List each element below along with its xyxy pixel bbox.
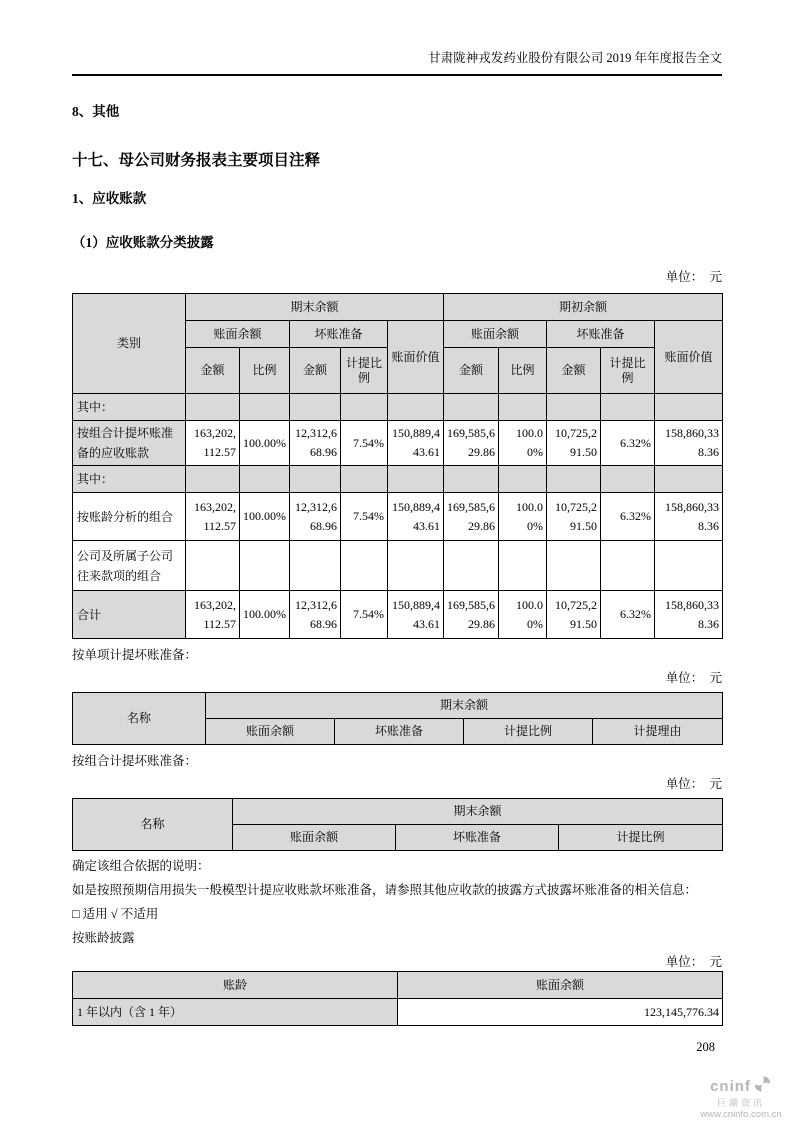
aging-note: 按账龄披露 (72, 931, 135, 945)
col-bad-debt: 坏账准备 (290, 321, 388, 348)
col-book-value: 账面价值 (388, 321, 444, 394)
col-amount: 金额 (186, 348, 240, 394)
col-provision-ratio: 计提比例 (464, 719, 593, 745)
row-label: 按账龄分析的组合 (73, 493, 186, 541)
table-row (73, 541, 723, 591)
cninfo-swirl-icon (753, 1075, 772, 1098)
row-label: 其中： (73, 466, 186, 493)
page-number: 208 (696, 1040, 715, 1054)
aging-amount: 123,145,776.34 (398, 999, 723, 1026)
col-ending-balance: 期末余额 (206, 693, 723, 719)
unit-label: 单位： 元 (665, 270, 722, 284)
cninfo-url: www.cninfo.com.cn (700, 1109, 782, 1120)
col-ending-balance: 期末余额 (233, 799, 723, 825)
table-row (73, 394, 723, 421)
receivables-classification-table (72, 293, 723, 639)
heading-item1: 1、应收账款 (72, 191, 147, 206)
col-beginning-balance: 期初余额 (444, 294, 723, 321)
col-name: 名称 (73, 693, 206, 745)
row-label: 其中： (73, 394, 186, 421)
cninfo-chinese-name: 巨潮资讯 (716, 1098, 765, 1108)
item-provision-table (72, 692, 723, 745)
row-label: 合计 (73, 591, 186, 639)
heading-other: 8、其他 (72, 104, 120, 119)
by-group-note: 按组合计提坏账准备： (72, 754, 198, 768)
col-book-balance: 账面余额 (444, 321, 547, 348)
col-ending-balance: 期末余额 (186, 294, 444, 321)
col-ratio: 比例 (240, 348, 290, 394)
col-ratio: 比例 (499, 348, 547, 394)
unit-label: 单位： 元 (665, 671, 722, 685)
col-book-balance: 账面余额 (233, 825, 396, 851)
cninfo-brand-text: cninf (710, 1078, 751, 1095)
table-row: 按组合计提坏账准备的应收账款 163,202,112.57 100.00% 12,312,668.96 7.54% 150,889,443.61 169,585,629.86 100.00% 10,725,291.50 6.32% 158,860,338.36 (73, 421, 723, 466)
col-category: 类别 (73, 294, 186, 394)
col-book-balance: 账面余额 (186, 321, 290, 348)
col-name: 名称 (73, 799, 233, 851)
ecl-note: 如是按照预期信用损失一般模型计提应收账款坏账准备，请参照其他应收款的披露方式披露坏账准备的相关信息： (72, 883, 698, 897)
col-book-value: 账面价值 (655, 321, 723, 394)
col-amount: 金额 (290, 348, 341, 394)
col-bad-debt: 坏账准备 (547, 321, 655, 348)
row-label: 按组合计提坏账准备的应收账款 (73, 421, 186, 466)
report-title: 甘肃陇神戎发药业股份有限公司 2019 年年度报告全文 (428, 51, 722, 65)
table-row (73, 466, 723, 493)
table-row: 按账龄分析的组合 163,202,112.57 100.00% 12,312,668.96 7.54% 150,889,443.61 169,585,629.86 100.00% 10,725,291.50 6.32% 158,860,338.36 (73, 493, 723, 541)
by-item-note: 按单项计提坏账准备： (72, 648, 198, 662)
col-aging: 账龄 (73, 972, 398, 999)
unit-label: 单位： 元 (665, 777, 722, 791)
col-amount: 金额 (547, 348, 601, 394)
group-provision-table (72, 798, 723, 851)
cninfo-logo (699, 1075, 783, 1120)
col-book-balance: 账面余额 (206, 719, 335, 745)
col-book-balance: 账面余额 (398, 972, 723, 999)
group-basis-note: 确定该组合依据的说明： (72, 859, 210, 873)
aging-table (72, 971, 723, 1026)
heading-item1-1: （1）应收账款分类披露 (72, 235, 214, 250)
applicability-line: □ 适用 √ 不适用 (72, 907, 159, 921)
table-row-total: 合计 163,202,112.57 100.00% 12,312,668.96 7.54% 150,889,443.61 169,585,629.86 100.00% 10,725,291.50 6.32% 158,860,338.36 (73, 591, 723, 639)
table-row (73, 999, 723, 1026)
heading-section17: 十七、母公司财务报表主要项目注释 (72, 152, 321, 169)
row-label: 公司及所属子公司往来款项的组合 (73, 541, 186, 591)
col-amount: 金额 (444, 348, 499, 394)
col-provision-ratio: 计提比例 (601, 348, 655, 394)
aging-bucket: 1 年以内（含 1 年） (73, 999, 398, 1026)
unit-label: 单位： 元 (665, 955, 722, 969)
col-bad-debt: 坏账准备 (396, 825, 559, 851)
col-provision-ratio: 计提比例 (341, 348, 388, 394)
document-header (72, 50, 722, 76)
col-provision-reason: 计提理由 (593, 719, 723, 745)
col-provision-ratio: 计提比例 (559, 825, 723, 851)
col-bad-debt: 坏账准备 (335, 719, 464, 745)
